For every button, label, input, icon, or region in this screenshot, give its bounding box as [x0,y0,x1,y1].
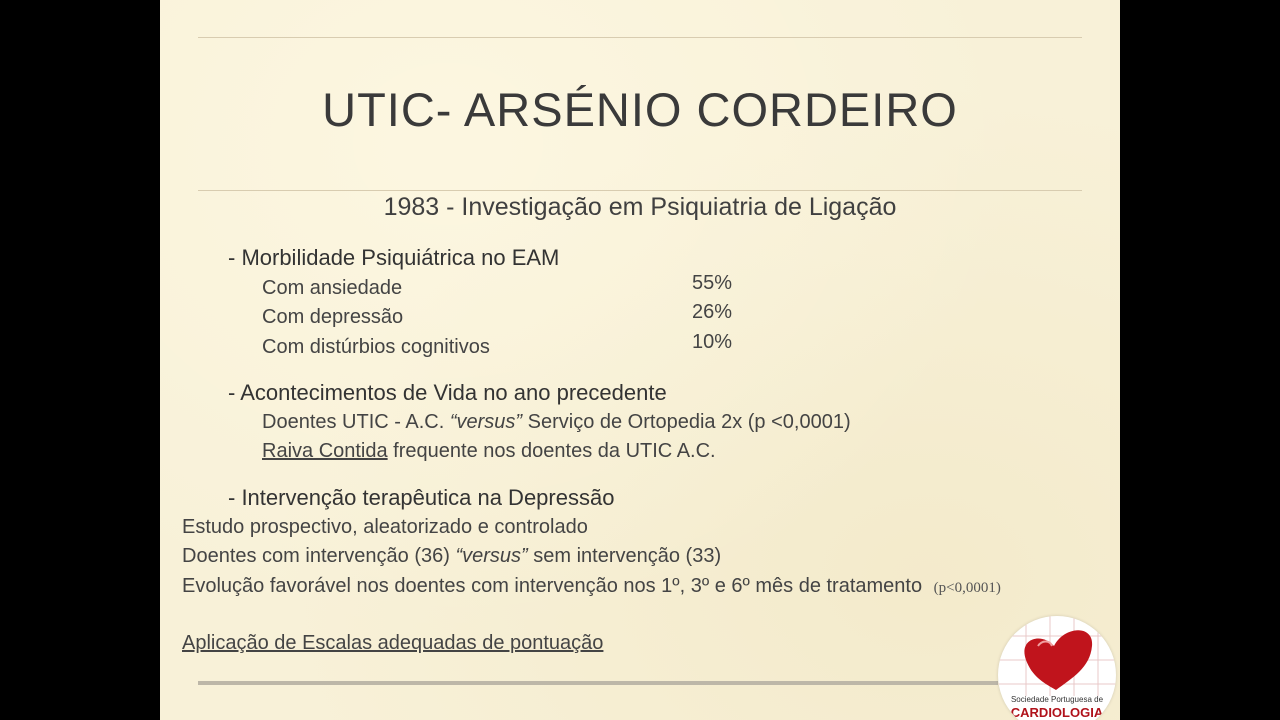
logo-title: CARDIOLOGIA [1010,705,1104,720]
slide-title: UTIC- ARSÉNIO CORDEIRO [322,83,958,136]
versus-line-ortopedia [262,411,851,434]
title-divider [198,190,1082,191]
raiva-line-rest: frequente nos doentes da UTIC A.C. [387,440,716,462]
section-heading-morbilidade: - Morbilidade Psiquiátrica no EAM [228,245,560,270]
versus-line-part-b: Serviço de Ortopedia 2x (p <0,0001) [522,411,851,433]
doentes-line [182,545,721,568]
bottom-bar [198,681,998,685]
raiva-line [262,440,716,463]
section-heading-acontecimentos: - Acontecimentos de Vida no ano precedente [228,380,667,405]
versus-word-2: “versus” [455,545,528,567]
p-value-note: (p<0,0001) [933,580,1001,596]
row-label-cognitivos: Com distúrbios cognitivos [262,336,490,358]
slide-subtitle: 1983 - Investigação em Psiquiatria de Ligação [383,193,897,221]
versus-line-part-a: Doentes UTIC - A.C. [262,411,450,433]
doentes-line-part-b: sem intervenção (33) [527,545,722,567]
row-label-depressao: Com depressão [262,306,404,328]
section-heading-intervencao: - Intervenção terapêutica na Depressão [228,485,615,510]
slide [160,0,1120,720]
row-value-ansiedade: 55% [692,272,733,294]
row-value-cognitivos: 10% [692,331,733,353]
doentes-line-part-a: Doentes com intervenção (36) [182,545,456,567]
evolucao-line [182,575,1001,598]
row-value-depressao: 26% [692,301,733,323]
row-label-ansiedade: Com ansiedade [262,277,403,299]
estudo-line: Estudo prospectivo, aleatorizado e controlado [182,516,588,538]
versus-word: “versus” [449,411,523,433]
top-divider [198,37,1082,38]
escalas-link[interactable]: Aplicação de Escalas adequadas de pontuação [182,632,604,654]
spc-logo [998,616,1116,720]
evolucao-text: Evolução favorável nos doentes com intervenção nos 1º, 3º e 6º mês de tratamento [182,575,923,597]
logo-subtitle: Sociedade Portuguesa de [1010,695,1104,704]
raiva-contida-text: Raiva Contida [262,440,388,462]
